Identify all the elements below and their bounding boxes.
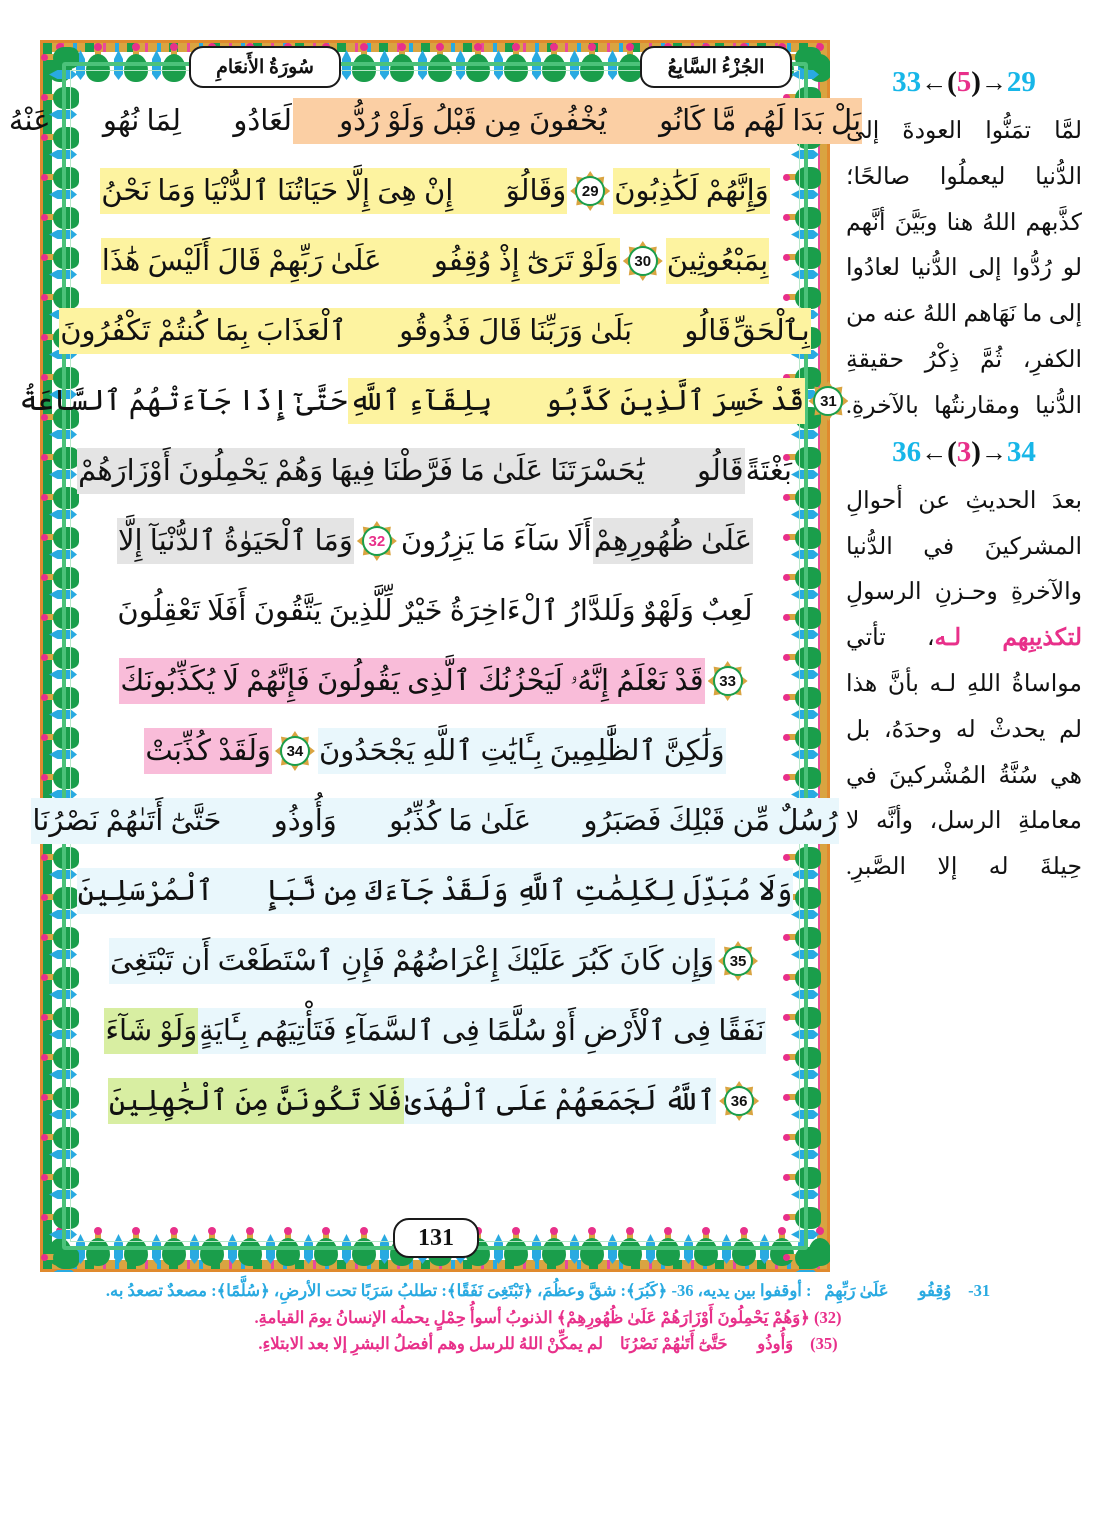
verse-number-label: 31 bbox=[813, 386, 843, 416]
verse-text-segment: وَلَوْ تَرَىٰٓ إِذْ وُقِفُوا۟ عَلَىٰ رَبِّهِمْ قَالَ أَلَيْسَ هَٰذَا bbox=[101, 238, 620, 284]
surah-name-label: سُورَةُ الأَنعَامِ bbox=[216, 56, 314, 78]
verse-range-header bbox=[846, 436, 1082, 469]
quran-verse-line bbox=[19, 366, 837, 436]
quran-verse-line bbox=[8, 86, 862, 156]
verse-text-segment: حَتَّىٰٓ إِذَا جَآءَتْهُمُ ٱلسَّاعَةُ bbox=[19, 384, 348, 417]
commentary-text: ، تأتي مواساةُ اللهِ لـه بأنَّ هذا لم يحدثْ له وحدَهُ، بل هي سُنَّةُ المُشْركينَ في معاملةِ الرسل، وأنَّه لا حِيلةَ له إلا الصَّبرِ. bbox=[846, 625, 1082, 881]
quran-verse-line bbox=[88, 506, 782, 576]
quran-verse-line bbox=[60, 296, 810, 366]
verse-text-segment: وَلَوْ شَآءَ bbox=[104, 1008, 198, 1054]
paren-close: ) bbox=[971, 435, 981, 468]
verse-text-segment: أَلَا سَآءَ مَا يَزِرُونَ bbox=[400, 524, 592, 557]
commentary-side-column bbox=[846, 62, 1082, 1262]
juz-name-label: الجُزْءُ السَّابِعُ bbox=[667, 56, 765, 78]
verse-text-segment: قَدْ نَعْلَمُ إِنَّهُۥ لَيَحْزُنُكَ ٱلَّذِى يَقُولُونَ فَإِنَّهُمْ لَا يُكَذِّبُونَكَ bbox=[119, 658, 704, 704]
footnote-line: (35) ﴿وَأُوذُوا۟ حَتَّىٰٓ أَتَىٰهُمْ نَصْرُنَا﴾ لم يمكِّنْ اللهُ للرسل وهم أفضلُ البشرِ إلا بعد الابتلاءِ. bbox=[258, 1334, 838, 1354]
quran-verse-line bbox=[88, 926, 782, 996]
verse-text-segment: فَلَا تَكُونَنَّ مِنَ ٱلْجَٰهِلِينَ bbox=[108, 1078, 404, 1124]
surah-name-cartouche bbox=[189, 46, 341, 88]
quran-verse-line bbox=[88, 156, 782, 226]
quran-verse-line bbox=[32, 786, 838, 856]
verse-number-marker[interactable] bbox=[357, 521, 397, 561]
verse-text-segment: وَقَالُوٓا۟ إِنْ هِىَ إِلَّا حَيَاتُنَا ٱلدُّنْيَا وَمَا نَحْنُ bbox=[100, 168, 567, 214]
commentary-paragraph bbox=[846, 109, 1082, 430]
verse-text-segment: وَمَا ٱلْحَيَوٰةُ ٱلدُّنْيَآ إِلَّا bbox=[117, 518, 354, 564]
verse-number-label: 34 bbox=[280, 736, 310, 766]
quran-verse-line bbox=[88, 226, 782, 296]
arrow-left-icon: ← bbox=[921, 68, 948, 97]
paren-open: ( bbox=[947, 435, 957, 468]
verse-text-segment: وَلَقَدْ كُذِّبَتْ bbox=[144, 728, 272, 774]
verse-number-label: 30 bbox=[628, 246, 658, 276]
verse-range-start: 34 bbox=[1006, 435, 1036, 468]
verse-text-segment: لَعِبٌ وَلَهْوٌ وَلَلدَّارُ ٱلْءَاخِرَةُ خَيْرٌ لِّلَّذِينَ يَتَّقُونَ أَفَلَا تَعْقِلُونَ bbox=[117, 594, 753, 627]
verse-text-segment: ٱللَّهُ لَجَمَعَهُمْ عَلَى ٱلْهُدَىٰ bbox=[404, 1078, 717, 1124]
verse-text-segment: قَالُوا۟ بَلَىٰ وَرَبِّنَا قَالَ فَذُوقُوا۟ ٱلْعَذَابَ بِمَا كُنتُمْ تَكْفُرُونَ bbox=[59, 308, 732, 354]
commentary-text: لمَّا تمَنُّوا العودةَ إلى الدُّنيا ليعملُوا صالحًا؛ كذَّبهم اللهُ هنا وبَيَّنَ أنَّهم لو رُدُّوا إلى الدُّنيا لعادُوا إلى ما نَهَاهم اللهُ عنه من الكفرِ، ثُمَّ ذِكْرُ حقيقةِ الدُّنيا ومقارنتُها بالآخرةِ. bbox=[846, 118, 1082, 419]
mushaf-text-body bbox=[8, 80, 862, 1232]
verse-text-segment: بَلْ بَدَا لَهُم مَّا كَانُوا۟ يُخْفُونَ مِن قَبْلُ وَلَوْ رُدُّوا۟ bbox=[293, 98, 862, 144]
verse-number-marker[interactable] bbox=[570, 171, 610, 211]
arrow-left-icon: ← bbox=[921, 437, 948, 467]
commentary-text: بعدَ الحديثِ عن أحوالِ المشركينَ في الدُّنيا والآخرةِ وحـزنِ الرسولِ bbox=[846, 487, 1082, 606]
quran-verse-line bbox=[88, 1066, 782, 1136]
verse-number-marker[interactable] bbox=[718, 941, 758, 981]
verse-text-segment: بَغْتَةً bbox=[745, 454, 792, 487]
arrow-right-icon: → bbox=[980, 437, 1007, 467]
quran-verse-line bbox=[88, 716, 782, 786]
juz-name-cartouche bbox=[640, 46, 792, 88]
footnote-line: (32) ﴿وَهُمْ يَحْمِلُونَ أَوْزَارَهُمْ عَلَىٰ ظُهُورِهِمْ﴾ الذنوبُ أسوأُ حِمْلٍ يحملُه الإنسانُ يومَ القيامةِ. bbox=[254, 1307, 842, 1327]
verse-text-segment: قَدْ خَسِرَ ٱلَّذِينَ كَذَّبُوا۟ بِلِقَآءِ ٱللَّهِ bbox=[348, 378, 805, 424]
verse-text-segment: وَلَا مُبَدِّلَ لِكَلِمَٰتِ ٱللَّهِ وَلَقَدْ جَآءَكَ مِن نَّبَإِى۟ ٱلْمُرْسَلِينَ bbox=[77, 868, 794, 914]
commentary-accent-text: لتكذيبِهم لـه bbox=[934, 625, 1082, 652]
verse-text-segment: رُسُلٌ مِّن قَبْلِكَ فَصَبَرُوا۟ عَلَىٰ مَا كُذِّبُوا۟ وَأُوذُوا۟ حَتَّىٰٓ أَتَىٰهُمْ نَصْرُنَا bbox=[31, 798, 838, 844]
paren-open: ( bbox=[947, 66, 957, 98]
verse-range-end: 33 bbox=[892, 66, 922, 98]
verse-text-segment: وَإِنَّهُمْ لَكَٰذِبُونَ bbox=[613, 168, 769, 214]
arrow-right-icon: → bbox=[980, 68, 1007, 97]
verse-number-marker[interactable] bbox=[808, 381, 848, 421]
footnotes-section bbox=[40, 1278, 1056, 1358]
quran-verse-line bbox=[88, 996, 782, 1066]
verse-range-start: 29 bbox=[1006, 66, 1036, 98]
page-number-cartouche bbox=[393, 1218, 479, 1258]
verse-text-segment: قَالُوا۟ يَٰحَسْرَتَنَا عَلَىٰ مَا فَرَّطْنَا فِيهَا وَهُمْ يَحْمِلُونَ أَوْزَارَهُمْ bbox=[77, 448, 745, 494]
verse-number-marker[interactable] bbox=[623, 241, 663, 281]
verse-range-count: 5 bbox=[956, 66, 972, 98]
verse-text-segment: نَفَقًا فِى ٱلْأَرْضِ أَوْ سُلَّمًا فِى ٱلسَّمَآءِ فَتَأْتِيَهُم بِـَٔايَةٍ bbox=[198, 1008, 765, 1054]
verse-range-count: 3 bbox=[956, 435, 972, 468]
paren-close: ) bbox=[971, 66, 981, 98]
verse-text-segment: عَلَىٰ ظُهُورِهِمْ bbox=[593, 518, 753, 564]
verse-number-marker[interactable] bbox=[275, 731, 315, 771]
page-number-label: 131 bbox=[418, 1224, 454, 1251]
commentary-paragraph bbox=[846, 479, 1082, 891]
verse-number-label: 29 bbox=[575, 176, 605, 206]
verse-number-marker[interactable] bbox=[708, 661, 748, 701]
quran-verse-line bbox=[88, 576, 782, 646]
verse-text-segment: لَعَادُوا۟ لِمَا نُهُوا۟ عَنْهُ bbox=[8, 104, 292, 137]
footnote-line: 31- ﴿وُقِفُوا۟ عَلَىٰ رَبِّهِمْ﴾: أوقفوا بين يديه، 36- ﴿كَبُرَ﴾: شقَّ وعظُمَ، ﴿تَبْتَغِىَ نَفَقًا﴾: تطلبُ سَرَبًا تحت الأرضِ، ﴿سُلَّمًا﴾: مصعدٌ تصعدُ به. bbox=[105, 1281, 991, 1300]
verse-text-segment: بِمَبْعُوثِينَ bbox=[666, 238, 769, 284]
quran-verse-line bbox=[77, 856, 793, 926]
verse-number-label: 33 bbox=[713, 666, 743, 696]
verse-number-label: 36 bbox=[724, 1086, 754, 1116]
verse-number-label: 32 bbox=[362, 526, 392, 556]
verse-number-label: 35 bbox=[723, 946, 753, 976]
verse-number-marker[interactable] bbox=[719, 1081, 759, 1121]
verse-range-end: 36 bbox=[892, 435, 922, 468]
quran-verse-line bbox=[78, 436, 792, 506]
verse-text-segment: وَلَٰكِنَّ ٱلظَّٰلِمِينَ بِـَٔايَٰتِ ٱللَّهِ يَجْحَدُونَ bbox=[318, 728, 726, 774]
quran-verse-line bbox=[88, 646, 782, 716]
verse-text-segment: بِٱلْحَقِّ bbox=[732, 308, 811, 354]
verse-text-segment: وَإِن كَانَ كَبُرَ عَلَيْكَ إِعْرَاضُهُمْ فَإِنِ ٱسْتَطَعْتَ أَن تَبْتَغِىَ bbox=[109, 938, 715, 984]
verse-range-header bbox=[846, 66, 1082, 99]
